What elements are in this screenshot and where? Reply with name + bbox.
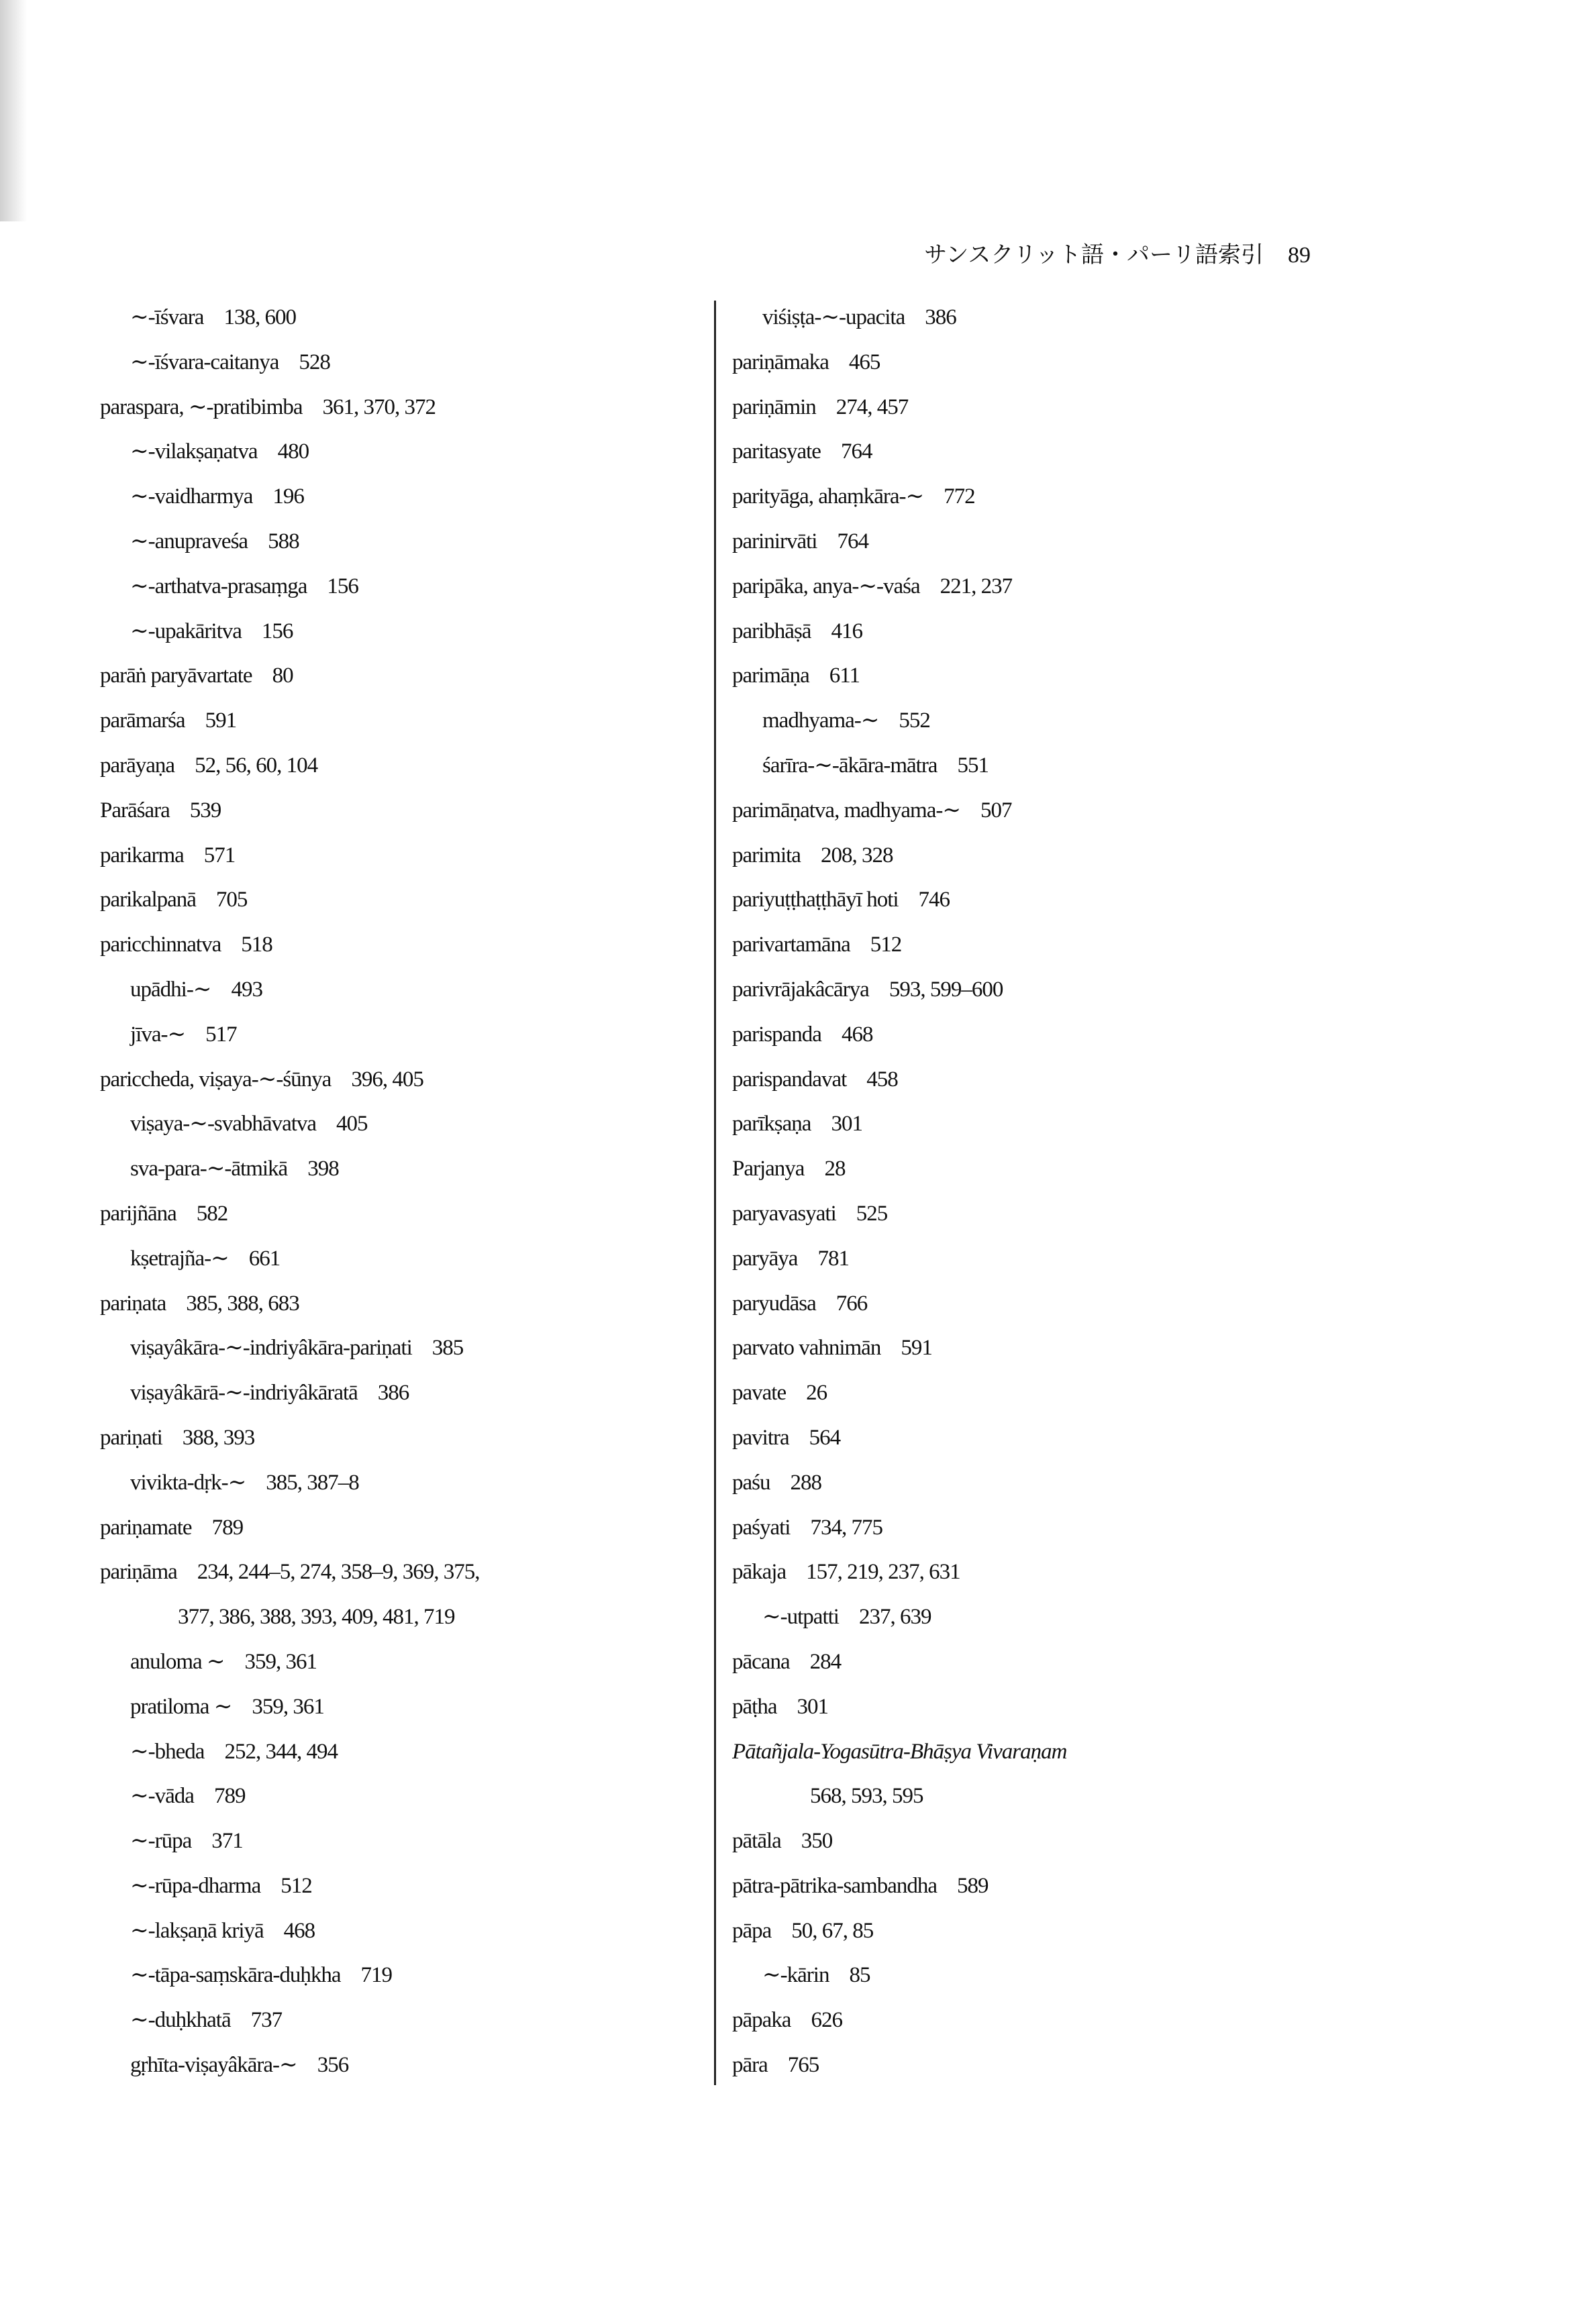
index-subentry bbox=[100, 474, 480, 519]
index-subentry bbox=[100, 1326, 480, 1371]
index-entry bbox=[100, 653, 480, 698]
entry-pages: 156 bbox=[261, 619, 293, 643]
index-subentry bbox=[100, 1147, 480, 1192]
index-entry bbox=[732, 788, 1066, 833]
entry-term: pācana bbox=[732, 1649, 790, 1674]
entry-pages: 589 bbox=[957, 1873, 989, 1898]
entry-pages: 719 bbox=[360, 1963, 393, 1988]
index-subentry bbox=[732, 295, 1066, 340]
entry-term: pāpaka bbox=[732, 2008, 791, 2033]
index-entry bbox=[732, 474, 1066, 519]
index-entry bbox=[100, 1057, 480, 1102]
index-entry bbox=[732, 2043, 1066, 2088]
index-entry bbox=[100, 1550, 480, 1595]
index-subentry bbox=[100, 429, 480, 474]
entry-term: parimāṇatva, madhyama-∼ bbox=[732, 798, 960, 823]
entry-term: Pātañjala-Yogasūtra-Bhāṣya Vivaraṇam bbox=[732, 1739, 1067, 1764]
index-entry bbox=[732, 1057, 1066, 1102]
entry-pages: 734, 775 bbox=[810, 1515, 882, 1540]
entry-term: Parjanya bbox=[732, 1157, 805, 1181]
entry-pages: 50, 67, 85 bbox=[791, 1918, 874, 1943]
entry-term: ∼-rūpa bbox=[130, 1829, 192, 1854]
entry-term: pavate bbox=[732, 1381, 787, 1406]
entry-term: ∼-lakṣaṇā kriyā bbox=[130, 1918, 264, 1943]
entry-term: ∼-kārin bbox=[762, 1963, 829, 1988]
entry-term: parivrājakâcārya bbox=[732, 977, 869, 1002]
entry-term: pariṇāma bbox=[100, 1560, 177, 1585]
index-entry bbox=[732, 1326, 1066, 1371]
entry-term: parimita bbox=[732, 843, 801, 867]
entry-term: pariṇāmin bbox=[732, 394, 816, 419]
entry-term: parāmarśa bbox=[100, 708, 185, 733]
entry-pages: 465 bbox=[848, 350, 880, 374]
index-entry bbox=[100, 788, 480, 833]
entry-term: paraspara, ∼-pratibimba bbox=[100, 394, 303, 419]
entry-pages: 237, 639 bbox=[858, 1605, 931, 1630]
entry-term: paryāya bbox=[732, 1246, 798, 1271]
entry-pages: 626 bbox=[811, 2008, 842, 2033]
entry-pages: 591 bbox=[901, 1336, 932, 1361]
running-header bbox=[924, 236, 1311, 269]
entry-term: pātāla bbox=[732, 1829, 781, 1854]
index-entry bbox=[100, 922, 480, 967]
entry-pages: 518 bbox=[241, 933, 272, 957]
index-subentry bbox=[100, 1998, 480, 2043]
entry-pages: 386 bbox=[925, 305, 956, 329]
index-subentry bbox=[732, 743, 1066, 788]
entry-pages: 388, 393 bbox=[182, 1425, 255, 1450]
entry-term: pāpa bbox=[732, 1918, 772, 1943]
entry-pages: 274, 457 bbox=[836, 394, 909, 419]
entry-pages: 26 bbox=[806, 1381, 827, 1406]
entry-pages: 398 bbox=[307, 1157, 339, 1181]
index-entry bbox=[732, 878, 1066, 922]
index-column-right bbox=[732, 295, 1066, 2088]
index-entry bbox=[732, 653, 1066, 698]
entry-term: pāra bbox=[732, 2053, 768, 2078]
index-subentry bbox=[732, 698, 1066, 743]
entry-term: sva-para-∼-ātmikā bbox=[130, 1157, 288, 1181]
entry-pages: 156 bbox=[327, 574, 358, 598]
entry-pages: 301 bbox=[831, 1112, 862, 1137]
index-entry bbox=[732, 1640, 1066, 1685]
entry-term: parispanda bbox=[732, 1022, 821, 1047]
entry-pages: 386 bbox=[377, 1381, 409, 1406]
entry-pages: 781 bbox=[817, 1246, 849, 1271]
entry-term: pavitra bbox=[732, 1425, 789, 1450]
entry-term: parivartamāna bbox=[732, 933, 850, 957]
index-entry bbox=[100, 698, 480, 743]
entry-pages: 789 bbox=[211, 1515, 244, 1540]
entry-pages: 512 bbox=[870, 933, 902, 957]
entry-pages: 288 bbox=[790, 1470, 821, 1495]
index-entry bbox=[732, 1909, 1066, 1954]
entry-pages: 766 bbox=[836, 1291, 868, 1316]
entry-pages: 405 bbox=[336, 1112, 368, 1137]
entry-pages: 493 bbox=[231, 977, 262, 1002]
entry-pages: 582 bbox=[196, 1201, 228, 1226]
index-subentry bbox=[100, 1640, 480, 1685]
index-entry bbox=[732, 1998, 1066, 2043]
index-subentry bbox=[100, 340, 480, 385]
entry-term: ∼-tāpa-saṃskāra-duḥkha bbox=[130, 1963, 341, 1988]
entry-term: ∼-anupraveśa bbox=[130, 529, 248, 553]
index-subentry bbox=[100, 1685, 480, 1730]
index-entry bbox=[732, 1102, 1066, 1147]
index-entry bbox=[100, 878, 480, 922]
entry-term: pariṇata bbox=[100, 1291, 166, 1316]
entry-term: parimāṇa bbox=[732, 664, 809, 688]
entry-pages: 737 bbox=[250, 2008, 283, 2033]
index-subentry bbox=[100, 1730, 480, 1775]
entry-term: parijñāna bbox=[100, 1201, 176, 1226]
index-entry bbox=[732, 1416, 1066, 1461]
index-entry bbox=[732, 1506, 1066, 1550]
entry-pages: 789 bbox=[213, 1784, 246, 1809]
entry-pages: 396, 405 bbox=[351, 1067, 423, 1092]
entry-term: paripāka, anya-∼-vaśa bbox=[732, 574, 920, 598]
index-subentry bbox=[100, 609, 480, 654]
entry-pages: 85 bbox=[849, 1963, 870, 1988]
index-entry bbox=[732, 1685, 1066, 1730]
entry-term: parikarma bbox=[100, 843, 184, 867]
entry-pages: 385, 387–8 bbox=[266, 1470, 359, 1495]
entry-pages: 385, 388, 683 bbox=[186, 1291, 299, 1316]
scan-edge-shadow bbox=[0, 0, 27, 221]
entry-term: viśiṣṭa-∼-upacita bbox=[762, 305, 905, 329]
entry-term: paribhāṣā bbox=[732, 619, 811, 643]
index-subentry bbox=[100, 1864, 480, 1909]
entry-pages: 564 bbox=[809, 1425, 841, 1450]
entry-pages: 468 bbox=[841, 1022, 873, 1047]
index-entry bbox=[100, 743, 480, 788]
entry-pages: 568, 593, 595 bbox=[810, 1784, 923, 1809]
entry-pages: 359, 361 bbox=[244, 1649, 317, 1674]
index-entry bbox=[732, 1864, 1066, 1909]
index-entry-continuation bbox=[732, 1774, 1066, 1819]
entry-term: ∼-rūpa-dharma bbox=[130, 1873, 261, 1898]
entry-term: pāṭha bbox=[732, 1694, 777, 1719]
index-entry bbox=[732, 1236, 1066, 1281]
index-subentry bbox=[100, 1819, 480, 1864]
entry-pages: 359, 361 bbox=[252, 1694, 324, 1719]
entry-term: paricchinnatva bbox=[100, 933, 221, 957]
entry-term: parispandavat bbox=[732, 1067, 847, 1092]
index-entry bbox=[732, 519, 1066, 564]
entry-pages: 661 bbox=[248, 1246, 281, 1271]
entry-pages: 611 bbox=[829, 664, 860, 688]
index-entry bbox=[732, 1730, 1066, 1775]
entry-pages: 234, 244–5, 274, 358–9, 369, 375, bbox=[197, 1560, 480, 1585]
index-subentry bbox=[732, 1595, 1066, 1640]
entry-pages: 551 bbox=[957, 753, 989, 778]
index-entry bbox=[732, 1371, 1066, 1416]
entry-pages: 528 bbox=[299, 350, 330, 374]
entry-term: ∼-īśvara-caitanya bbox=[130, 350, 279, 374]
page-number: 89 bbox=[1288, 243, 1311, 268]
entry-pages: 765 bbox=[787, 2053, 819, 2078]
entry-pages: 571 bbox=[203, 843, 236, 867]
entry-term: paryudāsa bbox=[732, 1291, 816, 1316]
entry-term: pariṇati bbox=[100, 1425, 162, 1450]
entry-pages: 539 bbox=[189, 798, 221, 823]
index-subentry bbox=[100, 967, 480, 1012]
entry-term: paśyati bbox=[732, 1515, 791, 1540]
index-subentry bbox=[100, 1774, 480, 1819]
index-entry bbox=[732, 967, 1066, 1012]
index-entry bbox=[732, 1550, 1066, 1595]
index-subentry bbox=[100, 564, 480, 609]
entry-pages: 252, 344, 494 bbox=[224, 1739, 338, 1764]
entry-pages: 588 bbox=[268, 529, 299, 553]
index-entry bbox=[732, 385, 1066, 430]
index-entry bbox=[100, 1192, 480, 1236]
entry-term: ∼-arthatva-prasaṃga bbox=[130, 574, 307, 598]
entry-term: ∼-vilakṣaṇatva bbox=[130, 439, 258, 464]
index-entry bbox=[100, 833, 480, 878]
entry-term: parityāga, ahaṃkāra-∼ bbox=[732, 484, 924, 509]
index-entry bbox=[732, 833, 1066, 878]
entry-pages: 385 bbox=[432, 1336, 464, 1361]
index-subentry bbox=[100, 1909, 480, 1954]
entry-term: ∼-īśvara bbox=[130, 305, 204, 329]
entry-term: ∼-vāda bbox=[130, 1784, 194, 1809]
entry-term: ∼-duḥkhatā bbox=[130, 2008, 231, 2033]
index-entry bbox=[100, 1281, 480, 1326]
entry-pages: 591 bbox=[205, 708, 237, 733]
entry-pages: 512 bbox=[281, 1873, 312, 1898]
entry-pages: 746 bbox=[918, 888, 950, 912]
entry-term: pariccheda, viṣaya-∼-śūnya bbox=[100, 1067, 332, 1092]
entry-term: parāṅ paryāvartate bbox=[100, 664, 252, 688]
index-entry bbox=[100, 1506, 480, 1550]
entry-pages: 517 bbox=[205, 1022, 237, 1047]
entry-pages: 772 bbox=[944, 484, 975, 509]
entry-pages: 480 bbox=[277, 439, 309, 464]
entry-term: pratiloma ∼ bbox=[130, 1694, 232, 1719]
index-subentry bbox=[100, 295, 480, 340]
index-entry bbox=[732, 1147, 1066, 1192]
entry-pages: 301 bbox=[797, 1694, 828, 1719]
index-subentry bbox=[100, 2043, 480, 2088]
column-divider bbox=[714, 301, 716, 2085]
entry-term: viṣaya-∼-svabhāvatva bbox=[130, 1112, 317, 1137]
entry-term: paritasyate bbox=[732, 439, 821, 464]
index-entry bbox=[732, 1192, 1066, 1236]
index-entry bbox=[732, 1461, 1066, 1506]
entry-pages: 371 bbox=[211, 1829, 243, 1854]
index-entry bbox=[732, 922, 1066, 967]
entry-pages: 764 bbox=[837, 529, 868, 553]
index-subentry bbox=[100, 1461, 480, 1506]
entry-pages: 705 bbox=[215, 888, 248, 912]
entry-term: ∼-vaidharmya bbox=[130, 484, 253, 509]
index-entry bbox=[100, 385, 480, 430]
entry-term: pariyuṭṭhaṭṭhāyī hoti bbox=[732, 888, 899, 912]
entry-pages: 80 bbox=[272, 664, 293, 688]
index-entry bbox=[100, 1416, 480, 1461]
entry-pages: 377, 386, 388, 393, 409, 481, 719 bbox=[178, 1605, 455, 1630]
entry-term: parikalpanā bbox=[100, 888, 196, 912]
index-entry bbox=[732, 340, 1066, 385]
entry-pages: 208, 328 bbox=[820, 843, 893, 867]
index-entry-continuation bbox=[100, 1595, 480, 1640]
entry-pages: 221, 237 bbox=[940, 574, 1013, 598]
index-entry bbox=[732, 564, 1066, 609]
index-entry bbox=[732, 1281, 1066, 1326]
entry-pages: 416 bbox=[831, 619, 862, 643]
entry-pages: 552 bbox=[899, 708, 930, 733]
index-subentry bbox=[100, 1371, 480, 1416]
index-entry bbox=[732, 609, 1066, 654]
index-entry bbox=[732, 1819, 1066, 1864]
entry-term: śarīra-∼-ākāra-mātra bbox=[762, 753, 938, 778]
entry-pages: 52, 56, 60, 104 bbox=[195, 753, 318, 778]
entry-term: Parāśara bbox=[100, 798, 170, 823]
index-subentry bbox=[732, 1953, 1066, 1998]
entry-term: parvato vahnimān bbox=[732, 1336, 881, 1361]
entry-pages: 593, 599–600 bbox=[889, 977, 1003, 1002]
entry-pages: 507 bbox=[980, 798, 1012, 823]
entry-term: parāyaṇa bbox=[100, 753, 175, 778]
entry-pages: 284 bbox=[809, 1649, 842, 1674]
entry-term: paśu bbox=[732, 1470, 770, 1495]
entry-term: paryavasyati bbox=[732, 1201, 836, 1226]
entry-pages: 361, 370, 372 bbox=[322, 394, 436, 419]
entry-term: madhyama-∼ bbox=[762, 708, 879, 733]
entry-pages: 157, 219, 237, 631 bbox=[806, 1560, 960, 1585]
entry-pages: 458 bbox=[866, 1067, 898, 1092]
entry-term: ∼-upakāritva bbox=[130, 619, 242, 643]
entry-term: ∼-bheda bbox=[130, 1739, 205, 1764]
entry-term: pākaja bbox=[732, 1560, 787, 1585]
entry-pages: 138, 600 bbox=[223, 305, 296, 329]
entry-term: anuloma ∼ bbox=[130, 1649, 225, 1674]
entry-term: vivikta-dṛk-∼ bbox=[130, 1470, 246, 1495]
index-column-left bbox=[100, 295, 480, 2088]
entry-term: parīkṣaṇa bbox=[732, 1112, 811, 1137]
entry-term: kṣetrajña-∼ bbox=[130, 1246, 229, 1271]
entry-pages: 350 bbox=[801, 1829, 833, 1854]
header-title: サンスクリット語・パーリ語索引 bbox=[924, 243, 1264, 268]
index-entry bbox=[732, 429, 1066, 474]
entry-term: pātra-pātrika-sambandha bbox=[732, 1873, 938, 1898]
entry-term: ∼-utpatti bbox=[762, 1605, 839, 1630]
entry-pages: 525 bbox=[856, 1201, 888, 1226]
index-entry bbox=[732, 1012, 1066, 1057]
index-subentry bbox=[100, 1953, 480, 1998]
index-subentry bbox=[100, 1012, 480, 1057]
entry-pages: 356 bbox=[317, 2053, 349, 2078]
entry-term: viṣayâkāra-∼-indriyâkāra-pariṇati bbox=[130, 1336, 412, 1361]
entry-pages: 468 bbox=[283, 1918, 315, 1943]
entry-term: upādhi-∼ bbox=[130, 977, 211, 1002]
entry-pages: 196 bbox=[272, 484, 304, 509]
entry-pages: 28 bbox=[824, 1157, 846, 1181]
entry-term: pariṇāmaka bbox=[732, 350, 829, 374]
entry-term: parinirvāti bbox=[732, 529, 817, 553]
entry-term: gṛhīta-viṣayâkāra-∼ bbox=[130, 2053, 297, 2078]
entry-pages: 764 bbox=[840, 439, 872, 464]
index-subentry bbox=[100, 519, 480, 564]
entry-term: pariṇamate bbox=[100, 1515, 192, 1540]
index-subentry bbox=[100, 1102, 480, 1147]
entry-term: viṣayâkārā-∼-indriyâkāratā bbox=[130, 1381, 358, 1406]
entry-term: jīva-∼ bbox=[130, 1022, 186, 1047]
index-subentry bbox=[100, 1236, 480, 1281]
